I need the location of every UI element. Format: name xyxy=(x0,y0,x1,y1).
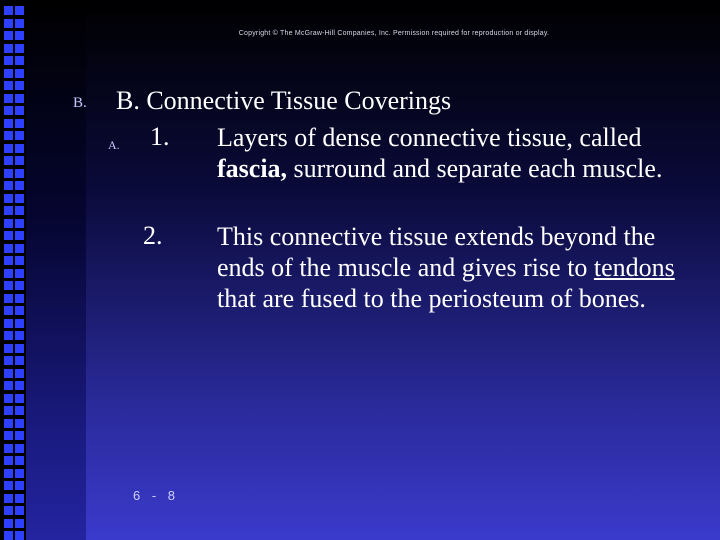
decorative-square xyxy=(4,344,13,353)
decorative-square xyxy=(4,444,13,453)
decorative-square xyxy=(4,169,13,178)
decorative-square xyxy=(15,244,24,253)
decorative-square xyxy=(4,6,13,15)
decorative-square xyxy=(4,156,13,165)
item-1-text-post: surround and separate each muscle. xyxy=(287,154,663,183)
slide-heading: B. Connective Tissue Coverings xyxy=(116,86,452,115)
decorative-square xyxy=(15,369,24,378)
left-strip xyxy=(26,0,86,540)
decorative-square xyxy=(15,331,24,340)
decorative-square xyxy=(4,256,13,265)
decorative-square xyxy=(4,144,13,153)
decorative-square xyxy=(4,231,13,240)
decorative-square xyxy=(4,281,13,290)
decorative-square xyxy=(4,119,13,128)
decorative-square xyxy=(15,81,24,90)
decorative-square xyxy=(15,156,24,165)
decorative-square xyxy=(15,219,24,228)
decorative-square xyxy=(4,406,13,415)
item-1-number: 1. xyxy=(150,122,170,151)
decorative-square xyxy=(15,181,24,190)
decorative-square xyxy=(4,319,13,328)
decorative-square xyxy=(15,431,24,440)
page-number: 6 - 8 xyxy=(133,488,180,503)
decorative-square xyxy=(4,419,13,428)
decorative-square xyxy=(15,419,24,428)
decorative-square xyxy=(15,519,24,528)
decorative-square xyxy=(15,306,24,315)
decorative-square xyxy=(4,94,13,103)
decorative-square xyxy=(4,531,13,540)
decorative-square xyxy=(4,331,13,340)
item-2-text xyxy=(217,221,687,314)
decorative-square-border xyxy=(0,0,26,540)
decorative-square xyxy=(4,206,13,215)
decorative-square xyxy=(15,406,24,415)
decorative-square xyxy=(4,356,13,365)
decorative-square xyxy=(15,294,24,303)
decorative-square xyxy=(15,269,24,278)
decorative-square xyxy=(15,531,24,540)
decorative-square xyxy=(4,506,13,515)
decorative-square xyxy=(4,519,13,528)
decorative-square xyxy=(4,306,13,315)
decorative-square xyxy=(15,119,24,128)
tendons-term: tendons xyxy=(593,253,675,282)
item-2-number: 2. xyxy=(143,221,163,250)
item-1-text xyxy=(217,122,687,184)
decorative-square xyxy=(4,494,13,503)
decorative-square xyxy=(15,394,24,403)
decorative-square xyxy=(15,281,24,290)
decorative-square xyxy=(4,44,13,53)
decorative-square xyxy=(4,81,13,90)
decorative-square xyxy=(15,456,24,465)
decorative-square xyxy=(15,56,24,65)
copyright-text: Copyright © The McGraw-Hill Companies, Inc. Permission required for reproduction or display. xyxy=(238,30,550,37)
decorative-square xyxy=(15,344,24,353)
decorative-square xyxy=(15,69,24,78)
decorative-square xyxy=(4,456,13,465)
decorative-square xyxy=(4,69,13,78)
bullet-a-marker: A. xyxy=(108,138,120,152)
decorative-square xyxy=(4,394,13,403)
decorative-square xyxy=(4,294,13,303)
decorative-square xyxy=(4,481,13,490)
decorative-square xyxy=(15,381,24,390)
decorative-square xyxy=(15,6,24,15)
item-2-text-post: that are fused to the periosteum of bones. xyxy=(217,284,646,313)
decorative-square xyxy=(4,431,13,440)
decorative-square xyxy=(15,169,24,178)
decorative-square xyxy=(15,469,24,478)
decorative-square xyxy=(15,481,24,490)
decorative-square xyxy=(15,319,24,328)
decorative-square xyxy=(4,369,13,378)
copyright-notice xyxy=(0,30,720,37)
decorative-square xyxy=(4,19,13,28)
decorative-square xyxy=(15,106,24,115)
decorative-square xyxy=(4,56,13,65)
decorative-square xyxy=(15,231,24,240)
item-1-text-pre: Layers of dense connective tissue, called xyxy=(217,123,642,152)
decorative-square xyxy=(4,244,13,253)
decorative-square xyxy=(15,506,24,515)
decorative-square xyxy=(4,106,13,115)
decorative-square xyxy=(15,194,24,203)
decorative-square xyxy=(15,444,24,453)
decorative-square xyxy=(15,494,24,503)
item-2-text-pre: This connective tissue extends beyond the ends of the muscle and gives rise to xyxy=(217,222,656,282)
decorative-square xyxy=(4,469,13,478)
fascia-term: fascia, xyxy=(217,154,288,183)
decorative-square xyxy=(4,219,13,228)
decorative-square xyxy=(4,131,13,140)
bullet-b-marker: B. xyxy=(73,95,87,111)
decorative-square xyxy=(15,256,24,265)
decorative-square xyxy=(15,144,24,153)
decorative-square xyxy=(15,356,24,365)
decorative-square xyxy=(15,19,24,28)
decorative-square xyxy=(4,381,13,390)
decorative-square xyxy=(15,206,24,215)
decorative-square xyxy=(4,181,13,190)
decorative-square xyxy=(4,269,13,278)
decorative-square xyxy=(15,94,24,103)
decorative-square xyxy=(15,131,24,140)
decorative-square xyxy=(4,194,13,203)
decorative-square xyxy=(15,44,24,53)
